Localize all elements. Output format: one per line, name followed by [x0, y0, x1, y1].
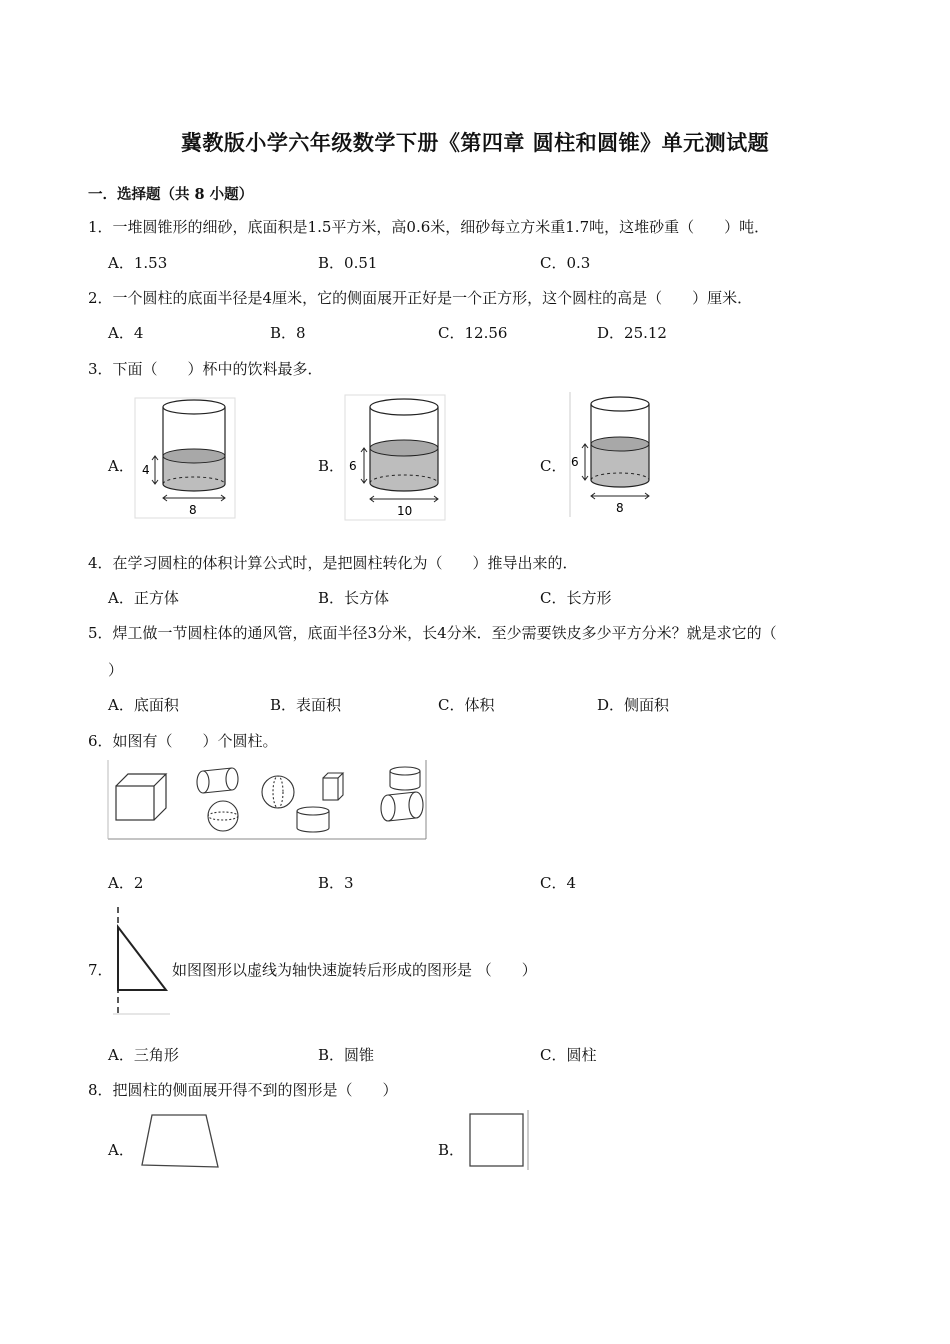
- cup-b-figure: [345, 395, 445, 520]
- q3-option-c[interactable]: C．: [540, 457, 567, 475]
- cuboid-shape: [323, 773, 343, 800]
- question-5-stem: 5．焊工做一节圆柱体的通风管，底面半径3分米，长4分米．至少需要铁皮多少平方分米？就是求它的（: [88, 624, 777, 642]
- q6-option-a[interactable]: A．2: [108, 874, 144, 892]
- q5-option-d[interactable]: D．侧面积: [597, 696, 670, 714]
- q7-option-a[interactable]: A．三角形: [108, 1046, 179, 1064]
- trapezoid-figure: [138, 1112, 228, 1172]
- q1-option-a[interactable]: A．1.53: [108, 254, 168, 272]
- q7-option-b[interactable]: B．圆锥: [318, 1046, 375, 1064]
- q7-option-c[interactable]: C．圆柱: [540, 1046, 597, 1064]
- cup-c-diameter-label: 8: [616, 501, 624, 515]
- question-8-stem: 8．把圆柱的侧面展开得不到的图形是（ ）: [88, 1081, 398, 1099]
- question-2-stem: 2．一个圆柱的底面半径是4厘米，它的侧面展开正好是一个正方形，这个圆柱的高是（ ）厘米．: [88, 289, 753, 307]
- q8-option-b[interactable]: B．: [438, 1141, 465, 1159]
- section-heading: 一．选择题（共 8 小题）: [88, 186, 254, 203]
- cup-a-diameter-label: 8: [189, 503, 197, 517]
- q6-option-b[interactable]: B．3: [318, 874, 354, 892]
- q1-option-c[interactable]: C．0.3: [540, 254, 591, 272]
- q3-option-a[interactable]: A．: [108, 457, 134, 475]
- q1-option-b[interactable]: B．0.51: [318, 254, 378, 272]
- q5-option-c[interactable]: C．体积: [438, 696, 495, 714]
- q4-option-c[interactable]: C．长方形: [540, 589, 612, 607]
- q5-option-a[interactable]: A．底面积: [108, 696, 179, 714]
- q2-option-b[interactable]: B．8: [270, 324, 306, 342]
- question-6-stem: 6．如图有（ ）个圆柱。: [88, 732, 278, 750]
- square-figure: [466, 1110, 532, 1172]
- q6-shapes-figure: [108, 760, 428, 840]
- q2-option-c[interactable]: C．12.56: [438, 324, 508, 342]
- cube-shape: [116, 774, 166, 820]
- question-4-stem: 4．在学习圆柱的体积计算公式时，是把圆柱转化为（ ）推导出来的．: [88, 554, 578, 572]
- cylinder-lying-1: [197, 768, 238, 793]
- cylinder-standing-1: [297, 807, 329, 832]
- cup-a-height-label: 4: [142, 463, 150, 477]
- question-7-number: 7．: [88, 961, 113, 979]
- q2-option-d[interactable]: D．25.12: [597, 324, 667, 342]
- cup-a-figure: [135, 398, 235, 518]
- question-1-stem: 1．一堆圆锥形的细砂，底面积是1.5平方米，高0.6米，细砂每立方米重1.7吨，这堆砂重（ ）吨．: [88, 218, 770, 236]
- q3-option-b[interactable]: B．: [318, 457, 345, 475]
- cup-c-height-label: 6: [571, 455, 579, 469]
- q4-option-b[interactable]: B．长方体: [318, 589, 390, 607]
- question-5-stem-continued: ）: [108, 661, 124, 679]
- cylinder-lying-2: [381, 792, 423, 821]
- q6-option-c[interactable]: C．4: [540, 874, 577, 892]
- question-3-stem: 3．下面（ ）杯中的饮料最多．: [88, 360, 323, 378]
- q4-option-a[interactable]: A．正方体: [108, 589, 179, 607]
- page-title: 冀教版小学六年级数学下册《第四章 圆柱和圆锥》单元测试题: [180, 130, 770, 155]
- cylinder-standing-2: [390, 767, 420, 790]
- sphere-1: [208, 801, 238, 831]
- q8-option-a[interactable]: A．: [108, 1141, 134, 1159]
- cup-c-figure: [568, 392, 658, 517]
- cup-b-height-label: 6: [349, 459, 357, 473]
- q5-option-b[interactable]: B．表面积: [270, 696, 342, 714]
- sphere-2: [262, 776, 294, 808]
- cup-b-diameter-label: 10: [397, 504, 413, 518]
- q2-option-a[interactable]: A．4: [108, 324, 144, 342]
- question-7-stem: 如图图形以虚线为轴快速旋转后形成的图形是 （ ）: [172, 961, 537, 979]
- q7-triangle-figure: [108, 905, 173, 1017]
